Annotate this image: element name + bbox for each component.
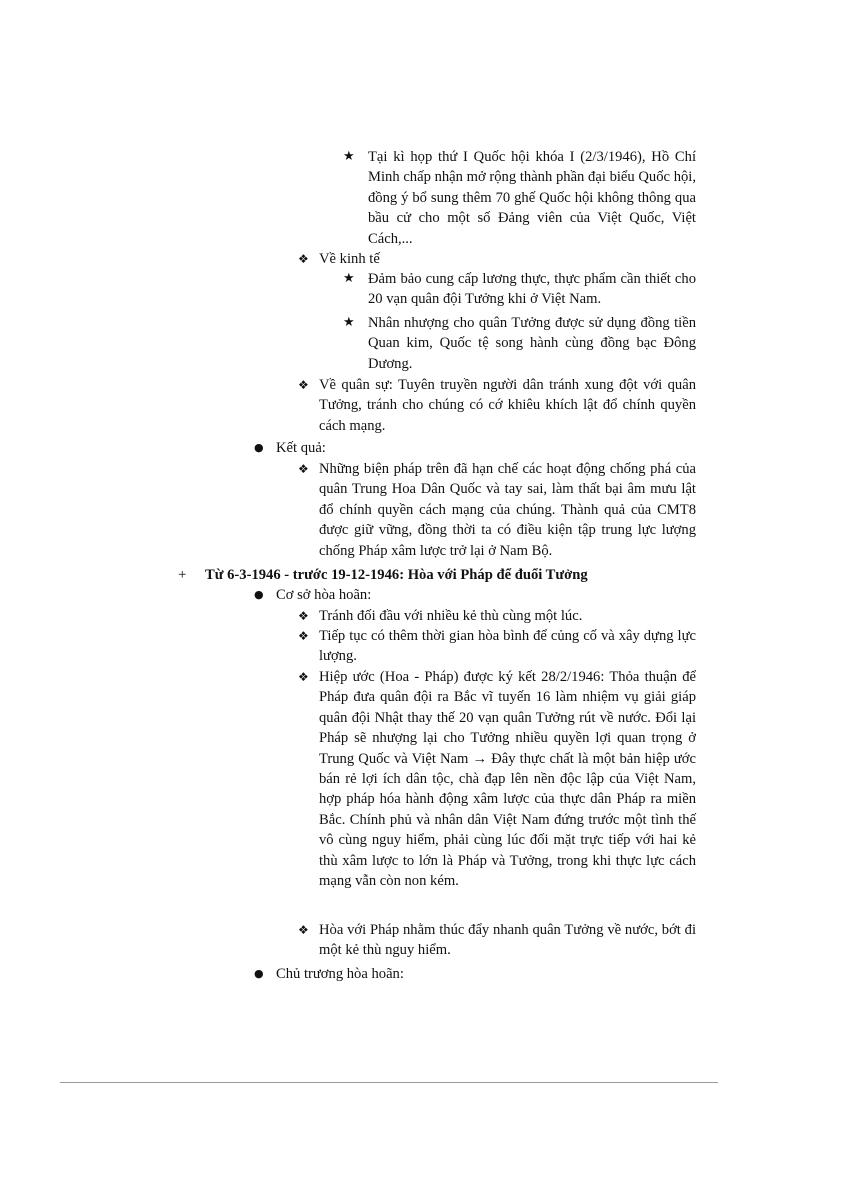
diamond-bullet-icon: ❖ [298, 609, 309, 623]
list-item [343, 269, 696, 310]
diamond-bullet-icon: ❖ [298, 629, 309, 643]
list-item-text: Nhân nhượng cho quân Tưởng được sử dụng đồng tiền Quan kim, Quốc tệ song hành cùng đồng bạc Đông Dương. [368, 315, 696, 372]
dot-bullet-icon: ● [254, 967, 264, 980]
star-bullet-icon: ★ [343, 149, 355, 164]
list-item [254, 438, 696, 458]
section-heading [178, 565, 705, 585]
list-item-text: Tránh đối đầu với nhiều kẻ thù cùng một lúc. [319, 608, 583, 624]
list-item [298, 459, 696, 561]
dot-bullet-icon: ● [254, 441, 264, 454]
list-item [298, 375, 696, 436]
list-item [343, 313, 696, 374]
diamond-bullet-icon: ❖ [298, 252, 309, 266]
list-item-text: Về kinh tế [319, 251, 380, 267]
list-item-text: Kết quả: [276, 440, 326, 456]
list-item [298, 249, 696, 269]
list-item [254, 964, 696, 984]
list-item-text: Chủ trương hòa hoãn: [276, 966, 404, 982]
list-item-text: Hòa với Pháp nhằm thúc đẩy nhanh quân Tưởng về nước, bớt đi một kẻ thù nguy hiểm. [319, 922, 696, 959]
list-item [298, 606, 696, 626]
list-item [298, 920, 696, 961]
list-item [298, 626, 696, 667]
list-item [343, 147, 696, 249]
dot-bullet-icon: ● [254, 588, 264, 601]
diamond-bullet-icon: ❖ [298, 378, 309, 392]
list-item [254, 585, 696, 605]
list-item-text: Cơ sở hòa hoãn: [276, 587, 372, 603]
list-item-text: Về quân sự: Tuyên truyền người dân tránh xung đột với quân Tưởng, tránh cho chúng có cớ khiêu khích lật đổ chính quyền cách mạng. [319, 377, 696, 434]
list-item-text: Tại kì họp thứ I Quốc hội khóa I (2/3/1946), Hồ Chí Minh chấp nhận mở rộng thành phần đại biểu Quốc hội, đồng ý bổ sung thêm 70 ghế Quốc hội không thông qua bầu cử cho một số Đảng viên của Việt Quốc, Việt Cách,... [368, 149, 696, 247]
diamond-bullet-icon: ❖ [298, 923, 309, 937]
list-item-text: Đảm bảo cung cấp lương thực, thực phẩm cần thiết cho 20 vạn quân đội Tưởng khi ở Việt Nam. [368, 271, 696, 308]
list-item-text: Tiếp tục có thêm thời gian hòa bình để củng cố và xây dựng lực lượng. [319, 628, 696, 665]
list-item-text: Hiệp ước (Hoa - Pháp) được ký kết 28/2/1946: Thỏa thuận để Pháp đưa quân đội ra Bắc vĩ tuyến 16 làm nhiệm vụ giải giáp quân đội Nhật thay thế 20 vạn quân Tưởng rút về nước. Đổi lại Pháp sẽ nhượng lại cho Tưởng nhiều quyền lợi quan trọng ở Trung Quốc và Việt Nam → Đây thực chất là một bản hiệp ước bán rẻ lợi ích dân tộc, chà đạp lên nền độc lập của Việt Nam, hợp pháp hóa hành động xâm lược của thực dân Pháp ra miền Bắc. Chính phủ và nhân dân Việt Nam đứng trước một tình thế vô cùng nguy hiểm, phải cùng lúc đối mặt trực tiếp với hai kẻ thù xâm lược to lớn là Pháp và Tưởng, trong khi thực lực cách mạng vẫn còn non kém. [319, 669, 696, 890]
list-item [298, 667, 696, 891]
diamond-bullet-icon: ❖ [298, 670, 309, 684]
star-bullet-icon: ★ [343, 271, 355, 286]
section-heading-text: Từ 6-3-1946 - trước 19-12-1946: Hòa với Pháp để đuổi Tưởng [205, 567, 588, 583]
diamond-bullet-icon: ❖ [298, 462, 309, 476]
star-bullet-icon: ★ [343, 315, 355, 330]
plus-bullet-icon: + [178, 567, 187, 583]
list-item-text: Những biện pháp trên đã hạn chế các hoạt động chống phá của quân Trung Hoa Dân Quốc và tay sai, làm thất bại âm mưu lật đổ chính quyền cách mạng của chúng. Thành quả của CMT8 được giữ vững, đồng thời ta có điều kiện tập trung lực lượng chống Pháp xâm lược trở lại ở Nam Bộ. [319, 461, 696, 559]
footer-divider [60, 1082, 718, 1083]
